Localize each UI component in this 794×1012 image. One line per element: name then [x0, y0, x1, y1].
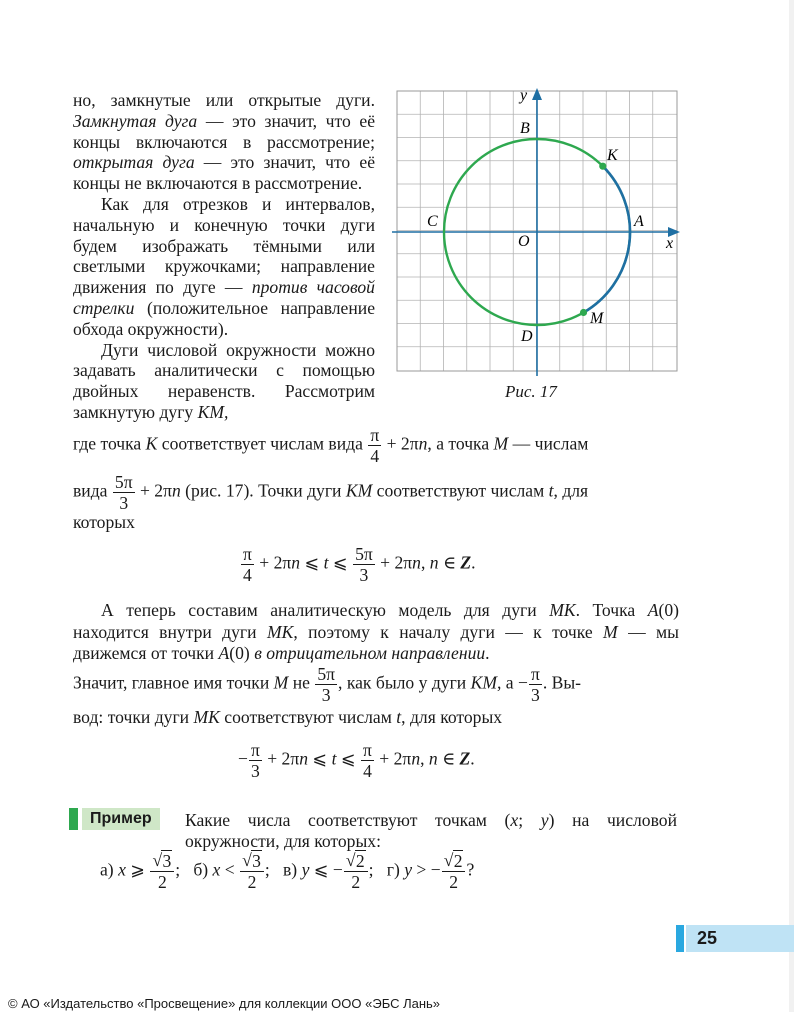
text-span: — это значит, что её концы включаются в рассмотрение;	[73, 110, 376, 152]
fraction	[368, 425, 381, 466]
text-span: ,	[420, 748, 429, 769]
fraction	[344, 851, 368, 892]
fraction	[113, 472, 135, 513]
paragraph-4-text	[73, 600, 679, 665]
fraction-denominator: 2	[449, 872, 458, 892]
text-span: но, замкнутые или открытые дуги.	[73, 90, 375, 110]
text-span: <	[220, 859, 240, 880]
text-span: (положительное направление обхода окружности).	[73, 297, 375, 339]
math-var: y	[404, 859, 413, 880]
text-span: , как было у дуги	[338, 672, 471, 693]
fraction	[240, 851, 264, 892]
page-edge-shadow	[789, 0, 794, 1012]
paragraph-1	[73, 90, 375, 194]
text-span: (0)	[229, 643, 255, 663]
math-var: x	[118, 859, 126, 880]
text-span: ;	[264, 859, 270, 880]
math-var: M	[273, 672, 289, 693]
text-span: (рис. 17). Точки дуги	[180, 480, 346, 501]
math-var: MK	[266, 621, 294, 642]
fraction	[249, 740, 262, 781]
math-var: n	[418, 433, 428, 454]
fraction	[150, 851, 174, 892]
text-span: — это значит, что её концы не включаются в рассмотрение.	[73, 152, 375, 194]
page-number-bar	[676, 925, 684, 952]
formula-arc-KM	[240, 544, 476, 585]
fraction-denominator: 4	[363, 761, 372, 781]
text-span: Дуги числовой окружности можно задавать аналитически с помощью двойных неравенств. Рассмотрим замкнутую дугу	[73, 339, 375, 422]
example-question	[185, 810, 677, 852]
text-span: −	[238, 748, 248, 769]
text-span: Значит, главное имя точки	[73, 672, 274, 693]
math-var: t	[548, 480, 554, 501]
math-set-Z: Z	[460, 552, 472, 573]
fraction-denominator: 4	[370, 446, 380, 466]
fraction-numerator: π	[250, 740, 260, 760]
math-var: M	[603, 621, 618, 642]
radicand: 3	[162, 851, 172, 871]
fraction-denominator: 3	[359, 565, 369, 585]
fraction-numerator	[442, 851, 466, 872]
text-span: .	[471, 552, 476, 573]
text-line-2	[73, 472, 679, 513]
math-var: MK	[549, 600, 576, 620]
text-span: ;	[368, 859, 374, 880]
paragraph-4	[73, 600, 679, 665]
math-var: K	[145, 433, 158, 454]
text-span: ⩽	[336, 748, 361, 769]
y-axis-arrow	[532, 88, 542, 100]
text-span: ⩽ −	[309, 859, 343, 880]
math-var: KM	[345, 480, 373, 501]
term-counterclockwise: против часовой стрелки	[73, 277, 375, 318]
text-span: + 2π	[382, 433, 419, 454]
text-span: — числам	[508, 433, 589, 454]
fraction-numerator	[240, 851, 264, 872]
text-span: — мы движемся от точки	[73, 621, 679, 663]
unit-circle-figure	[390, 86, 690, 376]
fraction-numerator: 5π	[114, 472, 133, 492]
text-span: ⩽	[300, 552, 324, 573]
fraction	[361, 740, 374, 781]
formula-arc-MK	[238, 740, 475, 781]
math-var: n	[291, 552, 301, 573]
math-var: t	[331, 748, 337, 769]
math-var: x	[212, 859, 221, 880]
fraction-numerator	[150, 851, 174, 872]
fraction-denominator: 3	[321, 685, 331, 705]
sqrt: √ 2	[443, 850, 463, 871]
copyright-footer: © АО «Издательство «Просвещение» для коллекции ООО «ЭБС Лань»	[8, 996, 441, 1011]
task-d-label: г)	[386, 859, 405, 880]
math-var: n	[299, 748, 309, 769]
fraction-numerator: 5π	[355, 544, 373, 564]
column-text	[73, 90, 375, 423]
radicand: 2	[453, 851, 463, 871]
fraction-numerator: π	[370, 425, 380, 445]
example-tag: Пример	[82, 808, 160, 830]
text-span: , для которых	[401, 707, 503, 727]
math-var: y	[301, 859, 310, 880]
text-span: + 2π	[254, 552, 292, 573]
text-span: ∈	[438, 552, 461, 573]
math-var: M	[493, 433, 509, 454]
text-span: ⩽	[328, 552, 353, 573]
radicand: 2	[355, 851, 365, 871]
text-span: соответствуют числам	[372, 480, 549, 501]
fraction-denominator: 2	[351, 872, 361, 892]
example-marker	[69, 808, 78, 830]
paragraph-3	[73, 340, 375, 423]
math-var: n	[429, 552, 439, 573]
label-x: x	[666, 235, 674, 252]
text-span: . Точка	[575, 600, 648, 620]
example-tasks	[100, 851, 474, 892]
task-b-label: б)	[193, 859, 213, 880]
text-span: . Вы-	[542, 672, 582, 693]
label-M: M	[590, 310, 604, 327]
fraction-numerator: π	[243, 544, 252, 564]
text-span: где точка	[73, 433, 146, 454]
radicand: 3	[252, 851, 261, 871]
label-C: C	[427, 213, 438, 230]
page-number: 25	[697, 928, 718, 948]
math-var: t	[396, 707, 402, 727]
math-var: n	[171, 480, 181, 501]
text-span: , а точка	[427, 433, 494, 454]
text-span: не	[288, 672, 315, 693]
fraction-denominator: 3	[250, 761, 260, 781]
text-span: Как для отрезков и интервалов, начальную и конечную точки дуги будем изображать тёмными или светлыми кружочками; направление движения по дуге —	[73, 193, 375, 298]
text-span: ,	[420, 552, 430, 573]
label-B: B	[520, 120, 530, 137]
text-line-3: которых	[73, 512, 135, 532]
example-question-text	[185, 810, 677, 852]
math-var: n	[412, 552, 421, 573]
fraction	[241, 544, 254, 585]
label-A: A	[634, 213, 644, 230]
label-y: y	[520, 87, 528, 104]
text-span: ⩾	[125, 859, 150, 880]
fraction	[353, 544, 375, 585]
fraction-numerator: π	[363, 740, 372, 760]
fraction	[529, 664, 542, 705]
text-span: Какие числа соответствуют точкам (	[185, 810, 511, 830]
arc-MK	[584, 166, 631, 312]
fraction-numerator: 5π	[317, 664, 336, 684]
sqrt: √ 2	[345, 850, 365, 871]
task-a-label: а)	[100, 859, 119, 880]
label-K: K	[607, 147, 618, 164]
text-span: > −	[412, 859, 441, 880]
text-span: (0) находится внутри дуги	[73, 600, 679, 642]
fraction-denominator: 3	[119, 493, 129, 513]
math-set-Z: Z	[459, 748, 471, 769]
text-span: а −	[501, 672, 528, 693]
math-var: A	[647, 600, 659, 620]
text-span: , поэтому к началу дуги — к точке	[293, 621, 604, 642]
text-span: ⩽	[308, 748, 332, 769]
figure-caption: Рис. 17	[505, 382, 557, 401]
text-span: + 2π	[375, 552, 413, 573]
text-span: ) на числовой окружности, для которых:	[185, 810, 677, 851]
math-var: A	[218, 643, 230, 663]
sqrt: √ 3	[152, 850, 172, 871]
text-span: соответствует числам вида	[157, 433, 368, 454]
text-span: вод: точки дуги	[73, 707, 194, 727]
point-M	[580, 309, 587, 316]
fraction-numerator	[344, 851, 368, 872]
text-line-5	[73, 664, 679, 705]
fraction-denominator: 3	[530, 685, 540, 705]
text-span: + 2π	[374, 748, 412, 769]
math-var: KM,	[197, 401, 229, 422]
text-span: .	[470, 748, 475, 769]
math-var: KM,	[470, 672, 502, 693]
math-var: n	[411, 748, 421, 769]
term-negative-direction: в отрицательном направлении	[254, 643, 486, 663]
label-D: D	[521, 328, 533, 345]
label-O: O	[518, 233, 530, 250]
fraction-denominator: 4	[243, 565, 252, 585]
fraction	[442, 851, 466, 892]
math-var: MK	[193, 707, 220, 727]
text-span: вида	[73, 480, 112, 501]
sqrt: √ 3	[242, 850, 261, 871]
text-line-6	[73, 707, 679, 728]
fraction	[315, 664, 337, 705]
text-span: соответствуют числам	[219, 707, 397, 727]
fraction-denominator: 2	[247, 872, 257, 892]
math-var: x	[510, 810, 519, 830]
text-span: + 2π	[262, 748, 300, 769]
text-span: А теперь составим аналитическую модель для дуги	[101, 600, 550, 620]
text-span: + 2π	[135, 480, 172, 501]
text-span: ?	[466, 859, 475, 880]
text-span: ;	[518, 810, 541, 830]
term-closed-arc: Замкнутая дуга	[73, 110, 198, 131]
fraction-denominator: 2	[157, 872, 167, 892]
math-var: y	[540, 810, 549, 830]
paragraph-2	[73, 194, 375, 340]
text-span: ;	[175, 859, 181, 880]
math-var: n	[428, 748, 438, 769]
text-span: .	[485, 643, 490, 663]
text-line-1	[73, 425, 679, 466]
point-K	[599, 163, 606, 170]
term-open-arc: открытая дуга	[73, 152, 195, 173]
task-c-label: в)	[282, 859, 302, 880]
text-span: , для	[553, 480, 589, 501]
text-span: ∈	[437, 748, 460, 769]
math-var: t	[323, 552, 329, 573]
fraction-numerator: π	[530, 664, 540, 684]
